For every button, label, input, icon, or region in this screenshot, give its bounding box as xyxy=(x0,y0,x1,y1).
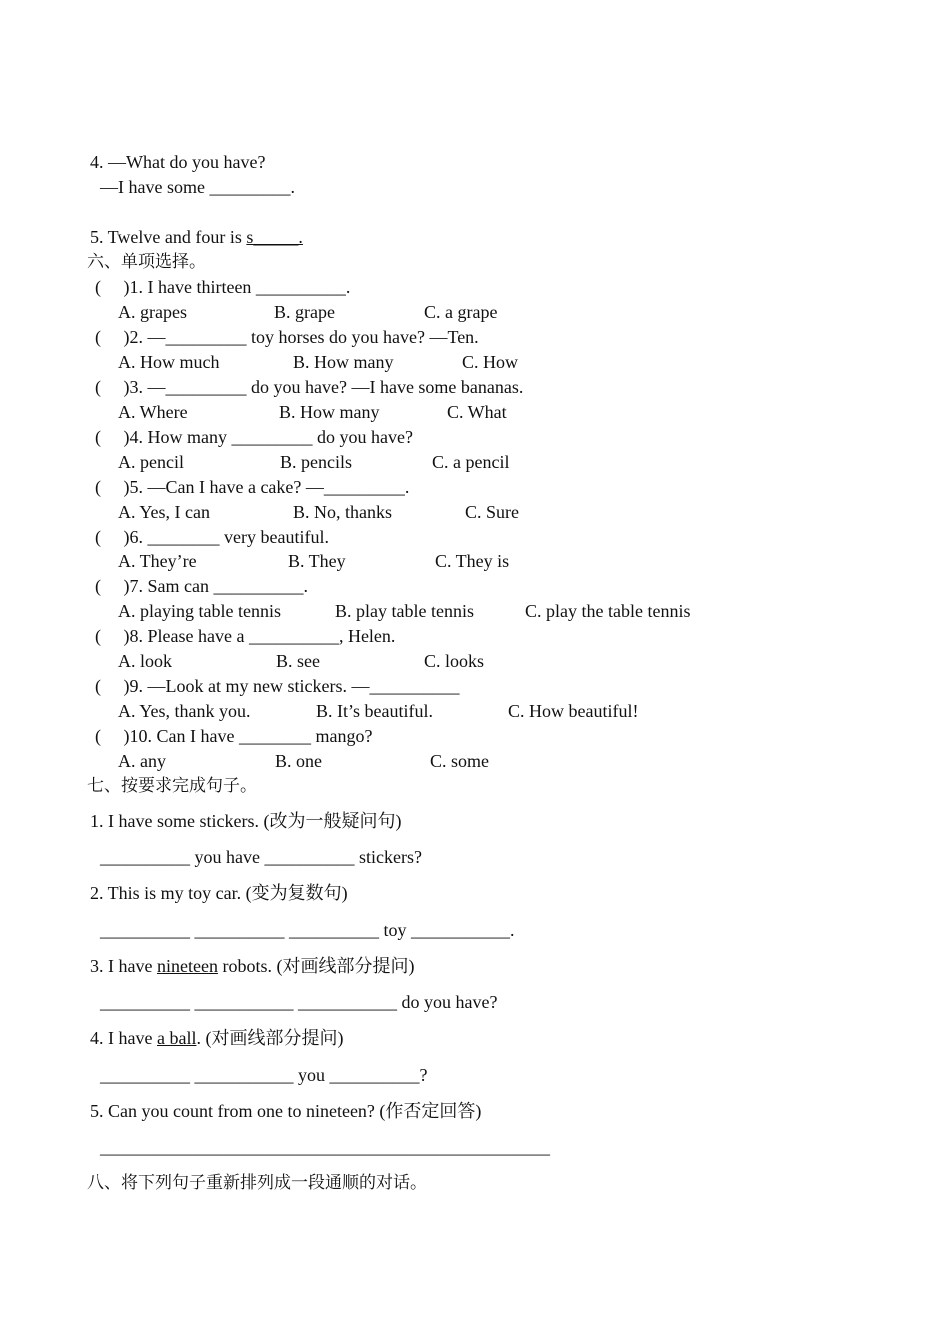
section-7-title: 七、按要求完成句子。 xyxy=(87,776,257,796)
rewrite-question-4-suffix: . (对画线部分提问) xyxy=(196,1028,344,1048)
option-b: B. see xyxy=(276,651,320,671)
option-b: B. It’s beautiful. xyxy=(316,701,433,721)
rewrite-answer-1: __________ you have __________ stickers? xyxy=(100,847,422,867)
rewrite-question-3-suffix: robots. (对画线部分提问) xyxy=(217,956,415,976)
rewrite-answer-3: __________ ___________ ___________ do you have? xyxy=(100,992,498,1012)
choice-question-8: ( )8. Please have a __________, Helen. xyxy=(95,626,396,646)
question-4: 4. —What do you have? xyxy=(90,152,266,172)
rewrite-answer-5: __________________________________________________ xyxy=(100,1137,550,1157)
option-b: B. How many xyxy=(279,402,380,422)
section-6-title: 六、单项选择。 xyxy=(87,252,206,272)
rewrite-question-4 xyxy=(90,1027,343,1049)
option-b: B. How many xyxy=(293,352,394,372)
choice-question-4: ( )4. How many _________ do you have? xyxy=(95,427,413,447)
question-4-answer-blank: —I have some _________. xyxy=(100,177,295,197)
option-a: A. They’re xyxy=(118,551,197,571)
rewrite-question-3 xyxy=(90,955,414,977)
question-5 xyxy=(90,226,303,248)
option-c: C. some xyxy=(430,751,490,771)
option-c: C. play the table tennis xyxy=(525,601,691,621)
question-5-prefix: 5. Twelve and four is xyxy=(90,227,247,247)
underlined-word: nineteen xyxy=(156,956,218,976)
choice-question-6: ( )6. ________ very beautiful. xyxy=(95,527,329,547)
question-5-hint-letter: s xyxy=(246,227,254,247)
choice-question-3: ( )3. —_________ do you have? —I have some bananas. xyxy=(95,377,524,397)
choice-question-9: ( )9. —Look at my new stickers. —__________ xyxy=(95,676,460,696)
option-c: C. How beautiful! xyxy=(508,701,639,721)
option-b: B. play table tennis xyxy=(335,601,474,621)
option-a: A. Where xyxy=(118,402,188,422)
option-b: B. They xyxy=(288,551,346,571)
option-a: A. How much xyxy=(118,352,220,372)
option-a: A. look xyxy=(118,651,172,671)
choice-question-1: ( )1. I have thirteen __________. xyxy=(95,277,351,297)
option-a: A. pencil xyxy=(118,452,184,472)
rewrite-question-3-prefix: 3. I have xyxy=(90,956,157,976)
rewrite-question-1: 1. I have some stickers. (改为一般疑问句) xyxy=(90,811,402,831)
option-a: A. any xyxy=(118,751,166,771)
option-c: C. What xyxy=(447,402,507,422)
option-c: C. How xyxy=(462,352,519,372)
option-c: C. a pencil xyxy=(432,452,510,472)
option-a: A. grapes xyxy=(118,302,187,322)
rewrite-answer-4: __________ ___________ you __________? xyxy=(100,1065,428,1085)
choice-question-10: ( )10. Can I have ________ mango? xyxy=(95,726,373,746)
rewrite-answer-2: __________ __________ __________ toy ___________. xyxy=(100,920,515,940)
rewrite-question-2: 2. This is my toy car. (变为复数句) xyxy=(90,883,348,903)
rewrite-question-5: 5. Can you count from one to nineteen? (作否定回答) xyxy=(90,1101,482,1121)
rewrite-question-4-prefix: 4. I have xyxy=(90,1028,157,1048)
option-b: B. pencils xyxy=(280,452,352,472)
choice-question-2: ( )2. —_________ toy horses do you have? —Ten. xyxy=(95,327,479,347)
option-c: C. They is xyxy=(435,551,510,571)
choice-question-5: ( )5. —Can I have a cake? —_________. xyxy=(95,477,410,497)
section-8-title: 八、将下列句子重新排列成一段通顺的对话。 xyxy=(87,1173,427,1193)
option-a: A. Yes, I can xyxy=(118,502,210,522)
option-c: C. Sure xyxy=(465,502,519,522)
choice-question-7: ( )7. Sam can __________. xyxy=(95,576,308,596)
option-b: B. grape xyxy=(274,302,335,322)
option-a: A. Yes, thank you. xyxy=(118,701,251,721)
option-b: B. No, thanks xyxy=(293,502,392,522)
underlined-word: a ball xyxy=(156,1028,197,1048)
option-b: B. one xyxy=(275,751,322,771)
option-c: C. a grape xyxy=(424,302,498,322)
option-c: C. looks xyxy=(424,651,485,671)
option-a: A. playing table tennis xyxy=(118,601,281,621)
question-5-blank: _____. xyxy=(253,227,303,247)
